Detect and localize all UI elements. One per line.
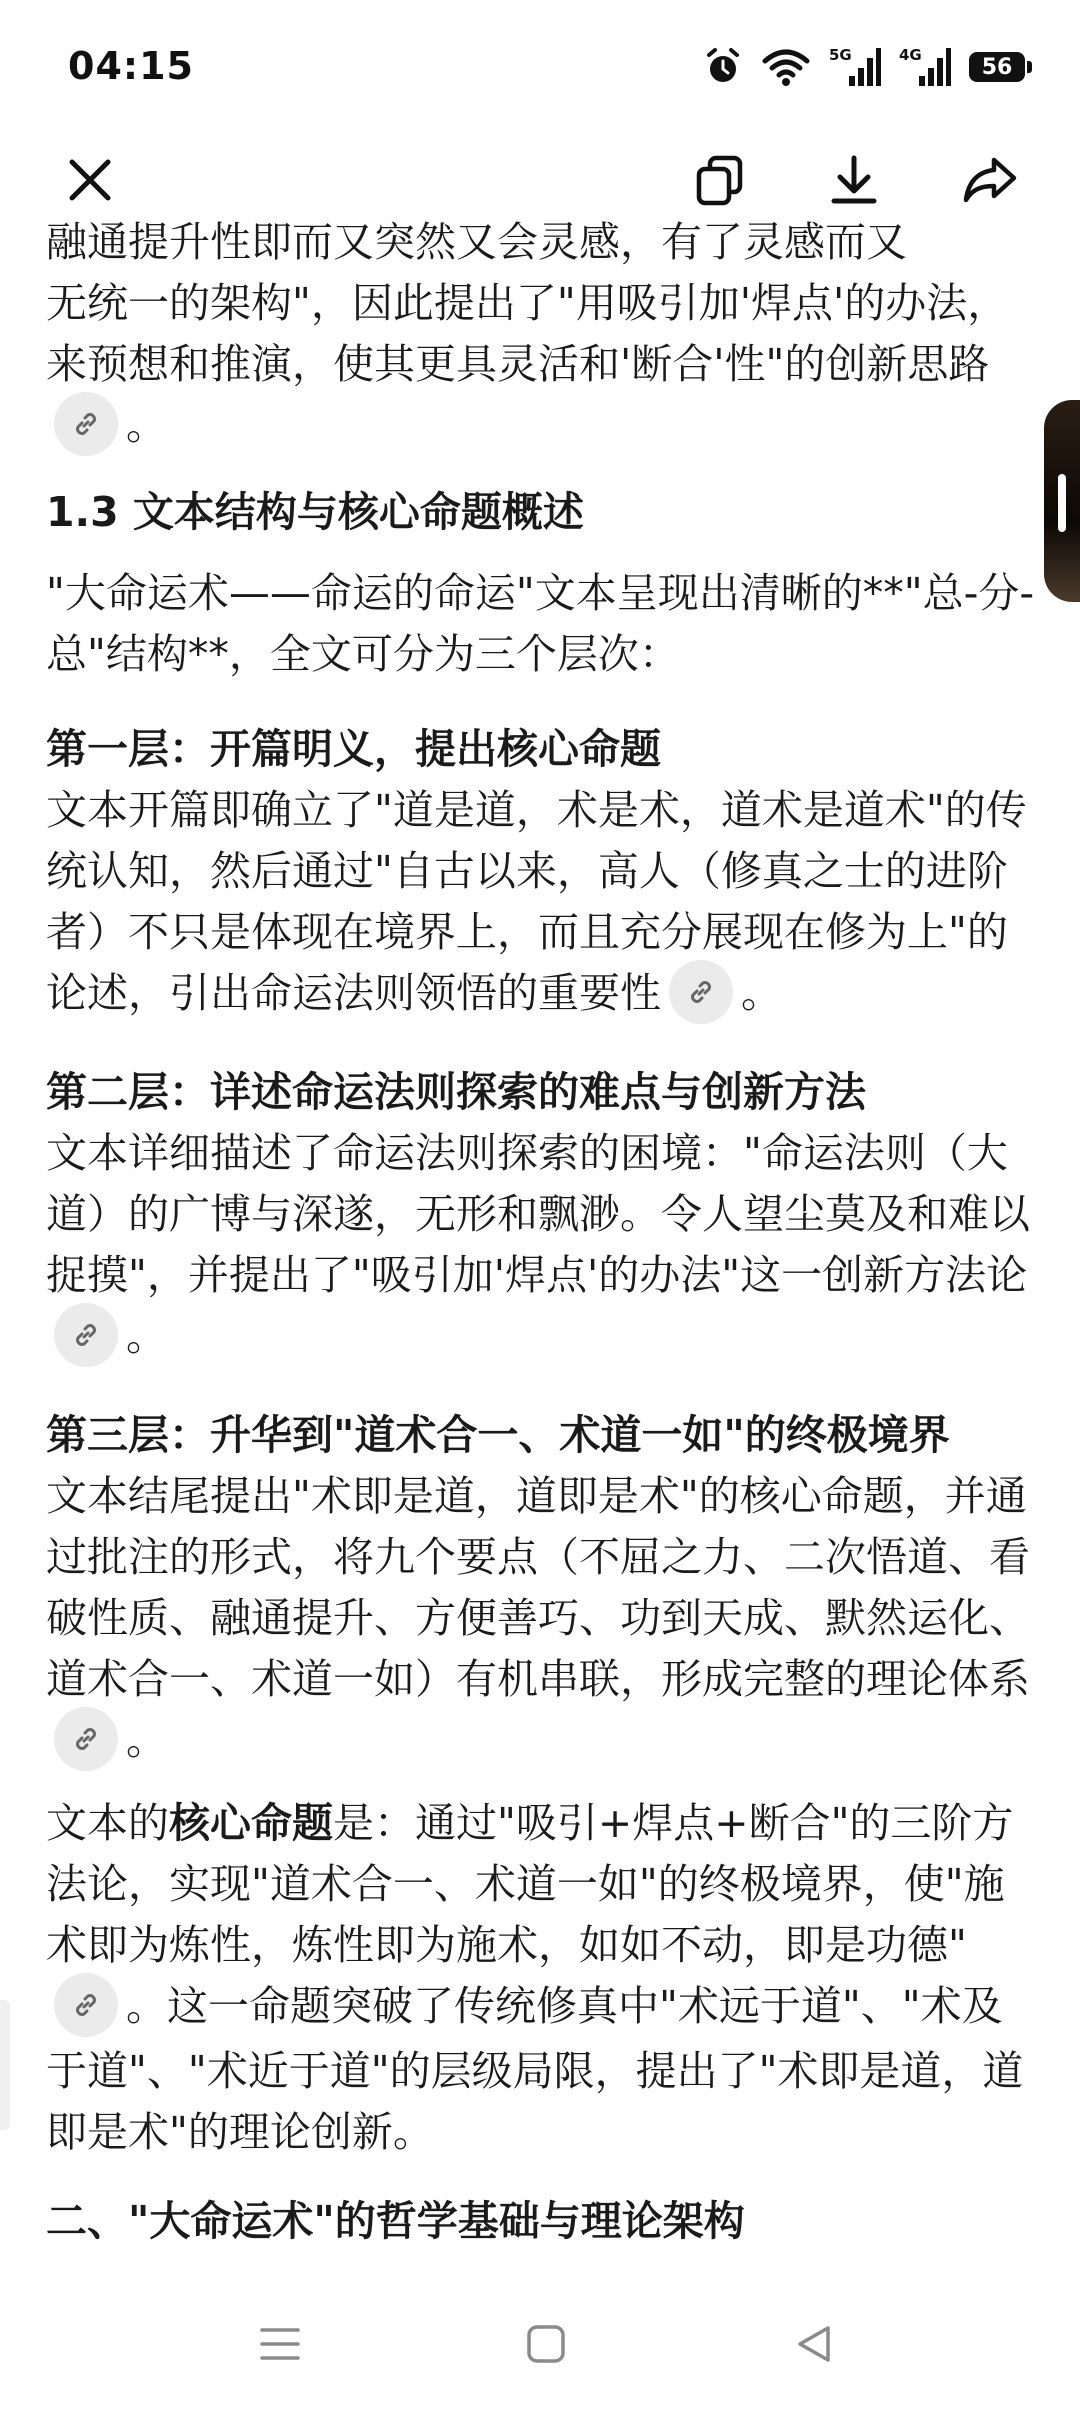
paragraph-intro: "大命运术——命运的命运"文本呈现出清晰的**"总-分-总"结构**，全文可分为三个层次： <box>46 569 1035 678</box>
layer1-text: 文本开篇即确立了"道是道，术是术，道术是道术"的传统认知，然后通过"自古以来，高人（修真之士的进阶者）不只是体现在境界上，而且充分展现在修为上"的论述，引出命运法则领悟的重要性 <box>46 786 1027 1017</box>
layer3-title: 第三层：升华到"道术合一、术道一如"的终极境界 <box>46 1411 950 1459</box>
core-end: 。这一命题突破了传统修真中"术远于道"、"术及于道"、"术近于道"的层级局限，提出了"术即是道，道即是术"的理论创新。 <box>46 1982 1024 2156</box>
source-link-chip[interactable] <box>54 1973 118 2037</box>
home-icon <box>525 2323 567 2365</box>
alarm-icon <box>703 47 743 87</box>
layer1-end: 。 <box>741 969 782 1017</box>
layer2-text: 文本详细描述了命运法则探索的困境："命运法则（大道）的广博与深遂，无形和飘渺。令人望尘莫及和难以捉摸"，并提出了"吸引加'焊点'的办法"这一创新方法论 <box>46 1129 1030 1299</box>
share-button[interactable] <box>954 144 1026 216</box>
drag-handle-bar <box>1058 474 1066 532</box>
back-icon <box>792 2322 836 2366</box>
close-icon <box>64 154 116 206</box>
signal-5g-icon <box>829 46 881 88</box>
source-link-chip[interactable] <box>54 392 118 456</box>
partial-line-top: 融通提升性即而又突然又会灵感，有了灵感而又 <box>46 218 907 266</box>
copy-button[interactable] <box>684 144 756 216</box>
core-bold: 核心命题 <box>169 1799 333 1847</box>
status-bar <box>0 0 1080 140</box>
core-prefix: 文本的 <box>46 1799 169 1847</box>
wifi-icon <box>761 47 811 87</box>
link-icon <box>70 1723 102 1755</box>
link-icon <box>70 408 102 440</box>
battery-level: 56 <box>969 52 1025 82</box>
next-section-heading-partial: 二、"大命运术"的哲学基础与理论架构 <box>46 2197 745 2245</box>
core-proposition-paragraph <box>46 1793 1036 2163</box>
status-time: 04:15 <box>68 44 194 88</box>
net2-label: 4G <box>899 46 922 64</box>
close-button[interactable] <box>54 144 126 216</box>
paragraph-method-end: 。 <box>126 401 167 449</box>
layer1-paragraph <box>46 780 1036 1028</box>
paragraph-method <box>46 273 1036 460</box>
signal-4g-icon <box>899 46 951 88</box>
paragraph-method-text: 无统一的架构"，因此提出了"用吸引加'焊点'的办法，来预想和推演，使其更具灵活和'断合'性"的创新思路 <box>46 279 1009 388</box>
left-edge-handle[interactable] <box>0 2000 10 2130</box>
download-icon <box>826 152 882 208</box>
back-button[interactable] <box>784 2314 844 2374</box>
layer2-paragraph <box>46 1123 1036 1371</box>
article-content <box>46 212 1036 2274</box>
home-button[interactable] <box>516 2314 576 2374</box>
status-icons <box>703 44 1032 90</box>
net1-label: 5G <box>829 46 852 64</box>
side-drag-handle[interactable] <box>1044 400 1080 602</box>
layer3-text: 文本结尾提出"术即是道，道即是术"的核心命题，并通过批注的形式，将九个要点（不屈之力、二次悟道、看破性质、融通提升、方便善巧、功到天成、默然运化、道术合一、术道一如）有机串联，形成完整的理论体系 <box>46 1472 1030 1703</box>
share-icon <box>960 152 1020 208</box>
layer3-end: 。 <box>126 1716 167 1764</box>
layer1-title: 第一层：开篇明义，提出核心命题 <box>46 725 661 773</box>
menu-icon <box>258 2324 302 2364</box>
layer2-end: 。 <box>126 1312 167 1360</box>
top-toolbar <box>0 140 1080 220</box>
source-link-chip[interactable] <box>54 1707 118 1771</box>
signal-4g <box>899 46 951 88</box>
layer3-paragraph <box>46 1466 1036 1775</box>
battery-icon <box>969 52 1032 82</box>
copy-icon <box>692 152 748 208</box>
download-button[interactable] <box>818 144 890 216</box>
link-icon <box>685 976 717 1008</box>
link-icon <box>70 1319 102 1351</box>
layer2-title: 第二层：详述命运法则探索的难点与创新方法 <box>46 1068 866 1116</box>
section-heading: 1.3 文本结构与核心命题概述 <box>46 488 584 536</box>
recent-apps-button[interactable] <box>250 2314 310 2374</box>
core-mid: 是：通过"吸引+焊点+断合"的三阶方法论，实现"道术合一、术道一如"的终极境界，使"施术即为炼性，炼性即为施术，如如不动，即是功德" <box>46 1799 1014 1969</box>
signal-5g <box>829 46 881 88</box>
system-nav-bar <box>0 2274 1080 2412</box>
source-link-chip[interactable] <box>54 1303 118 1367</box>
link-icon <box>70 1989 102 2021</box>
source-link-chip[interactable] <box>669 960 733 1024</box>
